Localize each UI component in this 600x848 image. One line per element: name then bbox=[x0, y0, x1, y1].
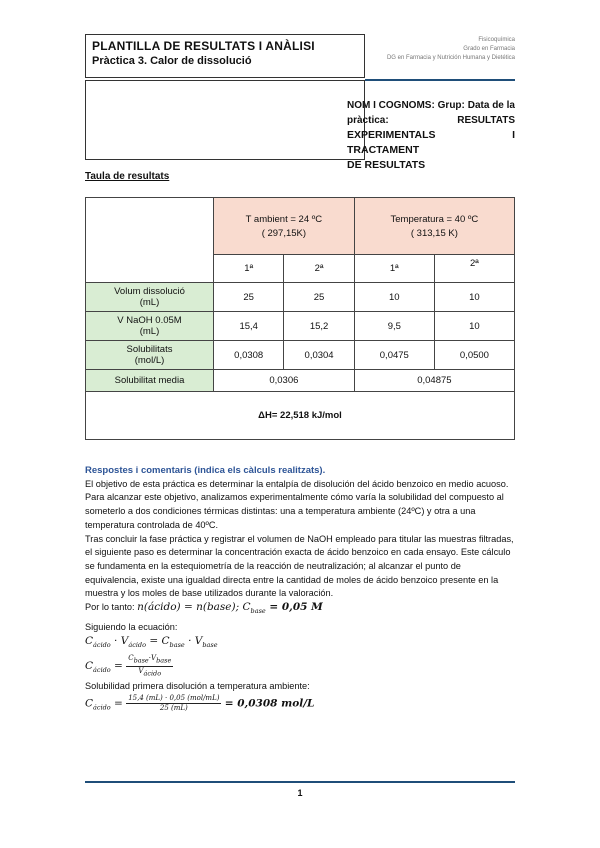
table-cell: 0,0304 bbox=[284, 341, 354, 370]
eq-c: C bbox=[161, 634, 170, 647]
table-row bbox=[86, 370, 515, 392]
table-row bbox=[86, 341, 515, 370]
table-cell: 0,0308 bbox=[214, 341, 284, 370]
table-cell: 10 bbox=[354, 283, 434, 312]
student-info bbox=[347, 98, 515, 173]
paragraph-objective: El objetivo de esta práctica es determinar la entalpía de disolución del ácido benzoico en medio acuoso. Para alcanzar este objetivo, analizamos experimentalmente cómo varía la solubilidad del compuesto al someterlo a dos condiciones térmicas distintas: una a temperatura ambiente (24ºC) y otra a una temperatura controlada de 40ºC. bbox=[85, 478, 509, 530]
course-name: Fisicoquímica bbox=[478, 37, 515, 43]
enthalpy-result: ΔH= 22,518 kJ/mol bbox=[86, 392, 515, 440]
eq-c: C bbox=[85, 634, 94, 647]
mean-40-value: 0,04875 bbox=[354, 370, 514, 392]
calc-fraction bbox=[126, 694, 221, 713]
temp-40-value: Temperatura = 40 ºC bbox=[390, 213, 479, 225]
calc-denominator: 25 (mL) bbox=[159, 703, 188, 712]
row-label bbox=[86, 341, 214, 370]
temp-ambient-kelvin: ( 297,15K) bbox=[261, 227, 307, 239]
results-table bbox=[85, 197, 515, 440]
eq-c: C bbox=[85, 697, 94, 710]
eq-end: = 0,05 M bbox=[265, 601, 323, 614]
eq-v: V bbox=[138, 666, 144, 675]
eq-c: C bbox=[128, 654, 134, 663]
equation-line-4: $C_{ácido}$ = $\frac{\text{15,4 (mL) · 0,05 (mol/mL)}}{25 (mL)}$ = 0,0308 mol/L bbox=[85, 693, 315, 712]
temp-ambient-header bbox=[214, 198, 355, 255]
double-degree-name: DG en Farmacia y Nutrición Humana y Dietética bbox=[386, 55, 515, 61]
eq-sub: ácido bbox=[93, 666, 111, 675]
moles-equation bbox=[137, 601, 323, 616]
temp-ambient-value: T ambient = 24 ºC bbox=[245, 213, 323, 225]
empty-corner-cell bbox=[86, 198, 214, 283]
course-info bbox=[387, 36, 515, 63]
eq-v: V bbox=[194, 634, 203, 647]
eq-sub: base bbox=[250, 607, 266, 616]
eq-v: V bbox=[151, 654, 157, 663]
table-cell: 10 bbox=[434, 283, 514, 312]
follow-text: Siguiendo la ecuación: bbox=[85, 621, 178, 632]
eq-c: C bbox=[85, 660, 94, 673]
table-row bbox=[86, 312, 515, 341]
table-cell: 0,0475 bbox=[354, 341, 434, 370]
table-cell: 9,5 bbox=[354, 312, 434, 341]
row-label-line: V NaOH 0.05M bbox=[117, 315, 182, 326]
table-cell: 10 bbox=[434, 312, 514, 341]
table-cell: 15,4 bbox=[214, 312, 284, 341]
header-rule bbox=[365, 79, 515, 81]
equation-line-1 bbox=[85, 601, 515, 619]
table-row bbox=[86, 283, 515, 312]
footer-rule bbox=[85, 781, 515, 783]
date-label: Data de la bbox=[467, 100, 515, 111]
fraction bbox=[126, 654, 173, 678]
page-number: 1 bbox=[297, 788, 303, 798]
mean-label: Solubilitat media bbox=[86, 370, 214, 392]
equation-line-3: $C_{ácido}$ = $\frac{C_{base}\cdot V_{base}}{V_{ácido}}$ bbox=[85, 654, 172, 678]
table-heading: Taula de resultats bbox=[85, 171, 170, 182]
section-title-1: RESULTATS bbox=[457, 115, 515, 126]
trial-header: 2ª bbox=[434, 255, 514, 283]
calc-numerator: 15,4 (mL) · 0,05 (mol/mL) bbox=[128, 693, 220, 702]
date-label-cont: pràctica: bbox=[347, 115, 389, 126]
comments-section bbox=[85, 464, 515, 715]
section-title-2: EXPERIMENTALS I TRACTAMENT bbox=[347, 129, 515, 156]
eq-sub: base bbox=[156, 656, 172, 665]
eq-sub: base bbox=[202, 640, 218, 649]
row-label bbox=[86, 312, 214, 341]
equation-line-2: $C_{ácido} \cdot V_{ácido} = C_{base} \cdot V_{base}$ bbox=[85, 634, 218, 649]
title-box bbox=[85, 34, 365, 78]
student-name-box bbox=[85, 80, 365, 160]
eq-sub: base bbox=[133, 656, 149, 665]
eq-sub: ácido bbox=[143, 669, 162, 678]
document-subtitle: Pràctica 3. Calor de dissolució bbox=[92, 55, 252, 67]
row-label-line: Solubilitats bbox=[126, 344, 173, 355]
row-label-unit: (mol/L) bbox=[134, 355, 165, 366]
eq-v: V bbox=[120, 634, 129, 647]
calc-result: = 0,0308 mol/L bbox=[224, 697, 315, 710]
temp-40-header bbox=[354, 198, 514, 255]
trial-header: 2ª bbox=[284, 255, 354, 283]
degree-name: Grado en Farmacia bbox=[463, 46, 515, 52]
fraction-numerator: $C_{base}\cdot V_{base}$ bbox=[128, 654, 172, 665]
comments-heading: Respostes i comentaris (indica els càlculs realitzats). bbox=[85, 465, 326, 476]
row-label-unit: (mL) bbox=[139, 326, 160, 337]
table-cell: 25 bbox=[214, 283, 284, 312]
document-title: PLANTILLA DE RESULTATS I ANÀLISI bbox=[92, 39, 315, 53]
temp-40-kelvin: ( 313,15 K) bbox=[410, 227, 458, 239]
row-label bbox=[86, 283, 214, 312]
group-label: Grup: bbox=[437, 100, 465, 111]
intro-text: Por lo tanto: bbox=[85, 602, 135, 613]
eq-part: n(ácido) = n(base); C bbox=[137, 601, 251, 614]
eq-sub: ácido bbox=[93, 640, 111, 649]
name-label: NOM I COGNOMS: bbox=[347, 100, 435, 111]
paragraph-method: Tras concluir la fase práctica y registrar el volumen de NaOH empleado para titular las muestras filtradas, el siguiente paso es determinar la concentración exacta de ácido benzoico en cada ensayo. Este cálculo se fundamenta en la estequiometría de la reacción de neutralización; al alcanzar el punto de equivalencia, existe una igualdad directa entre la cantidad de moles de ácido benzoico presente en la muestra y los moles de base utilizados durante la valoración. bbox=[85, 533, 514, 599]
section-title-3: DE RESULTATS bbox=[347, 159, 426, 171]
fraction-denominator bbox=[138, 667, 161, 678]
eq-sub: ácido bbox=[128, 640, 146, 649]
table-cell: 15,2 bbox=[284, 312, 354, 341]
eq-sub: base bbox=[169, 640, 185, 649]
trial-header: 1ª bbox=[354, 255, 434, 283]
trial-header: 1ª bbox=[214, 255, 284, 283]
table-cell: 0,0500 bbox=[434, 341, 514, 370]
eq-sub: ácido bbox=[93, 703, 111, 712]
table-cell: 25 bbox=[284, 283, 354, 312]
row-label-line: Volum dissolució bbox=[114, 286, 185, 297]
first-solubility-label: Solubilidad primera disolución a temperatura ambiente: bbox=[85, 681, 310, 692]
mean-ambient-value: 0,0306 bbox=[214, 370, 355, 392]
row-label-unit: (mL) bbox=[139, 297, 160, 308]
